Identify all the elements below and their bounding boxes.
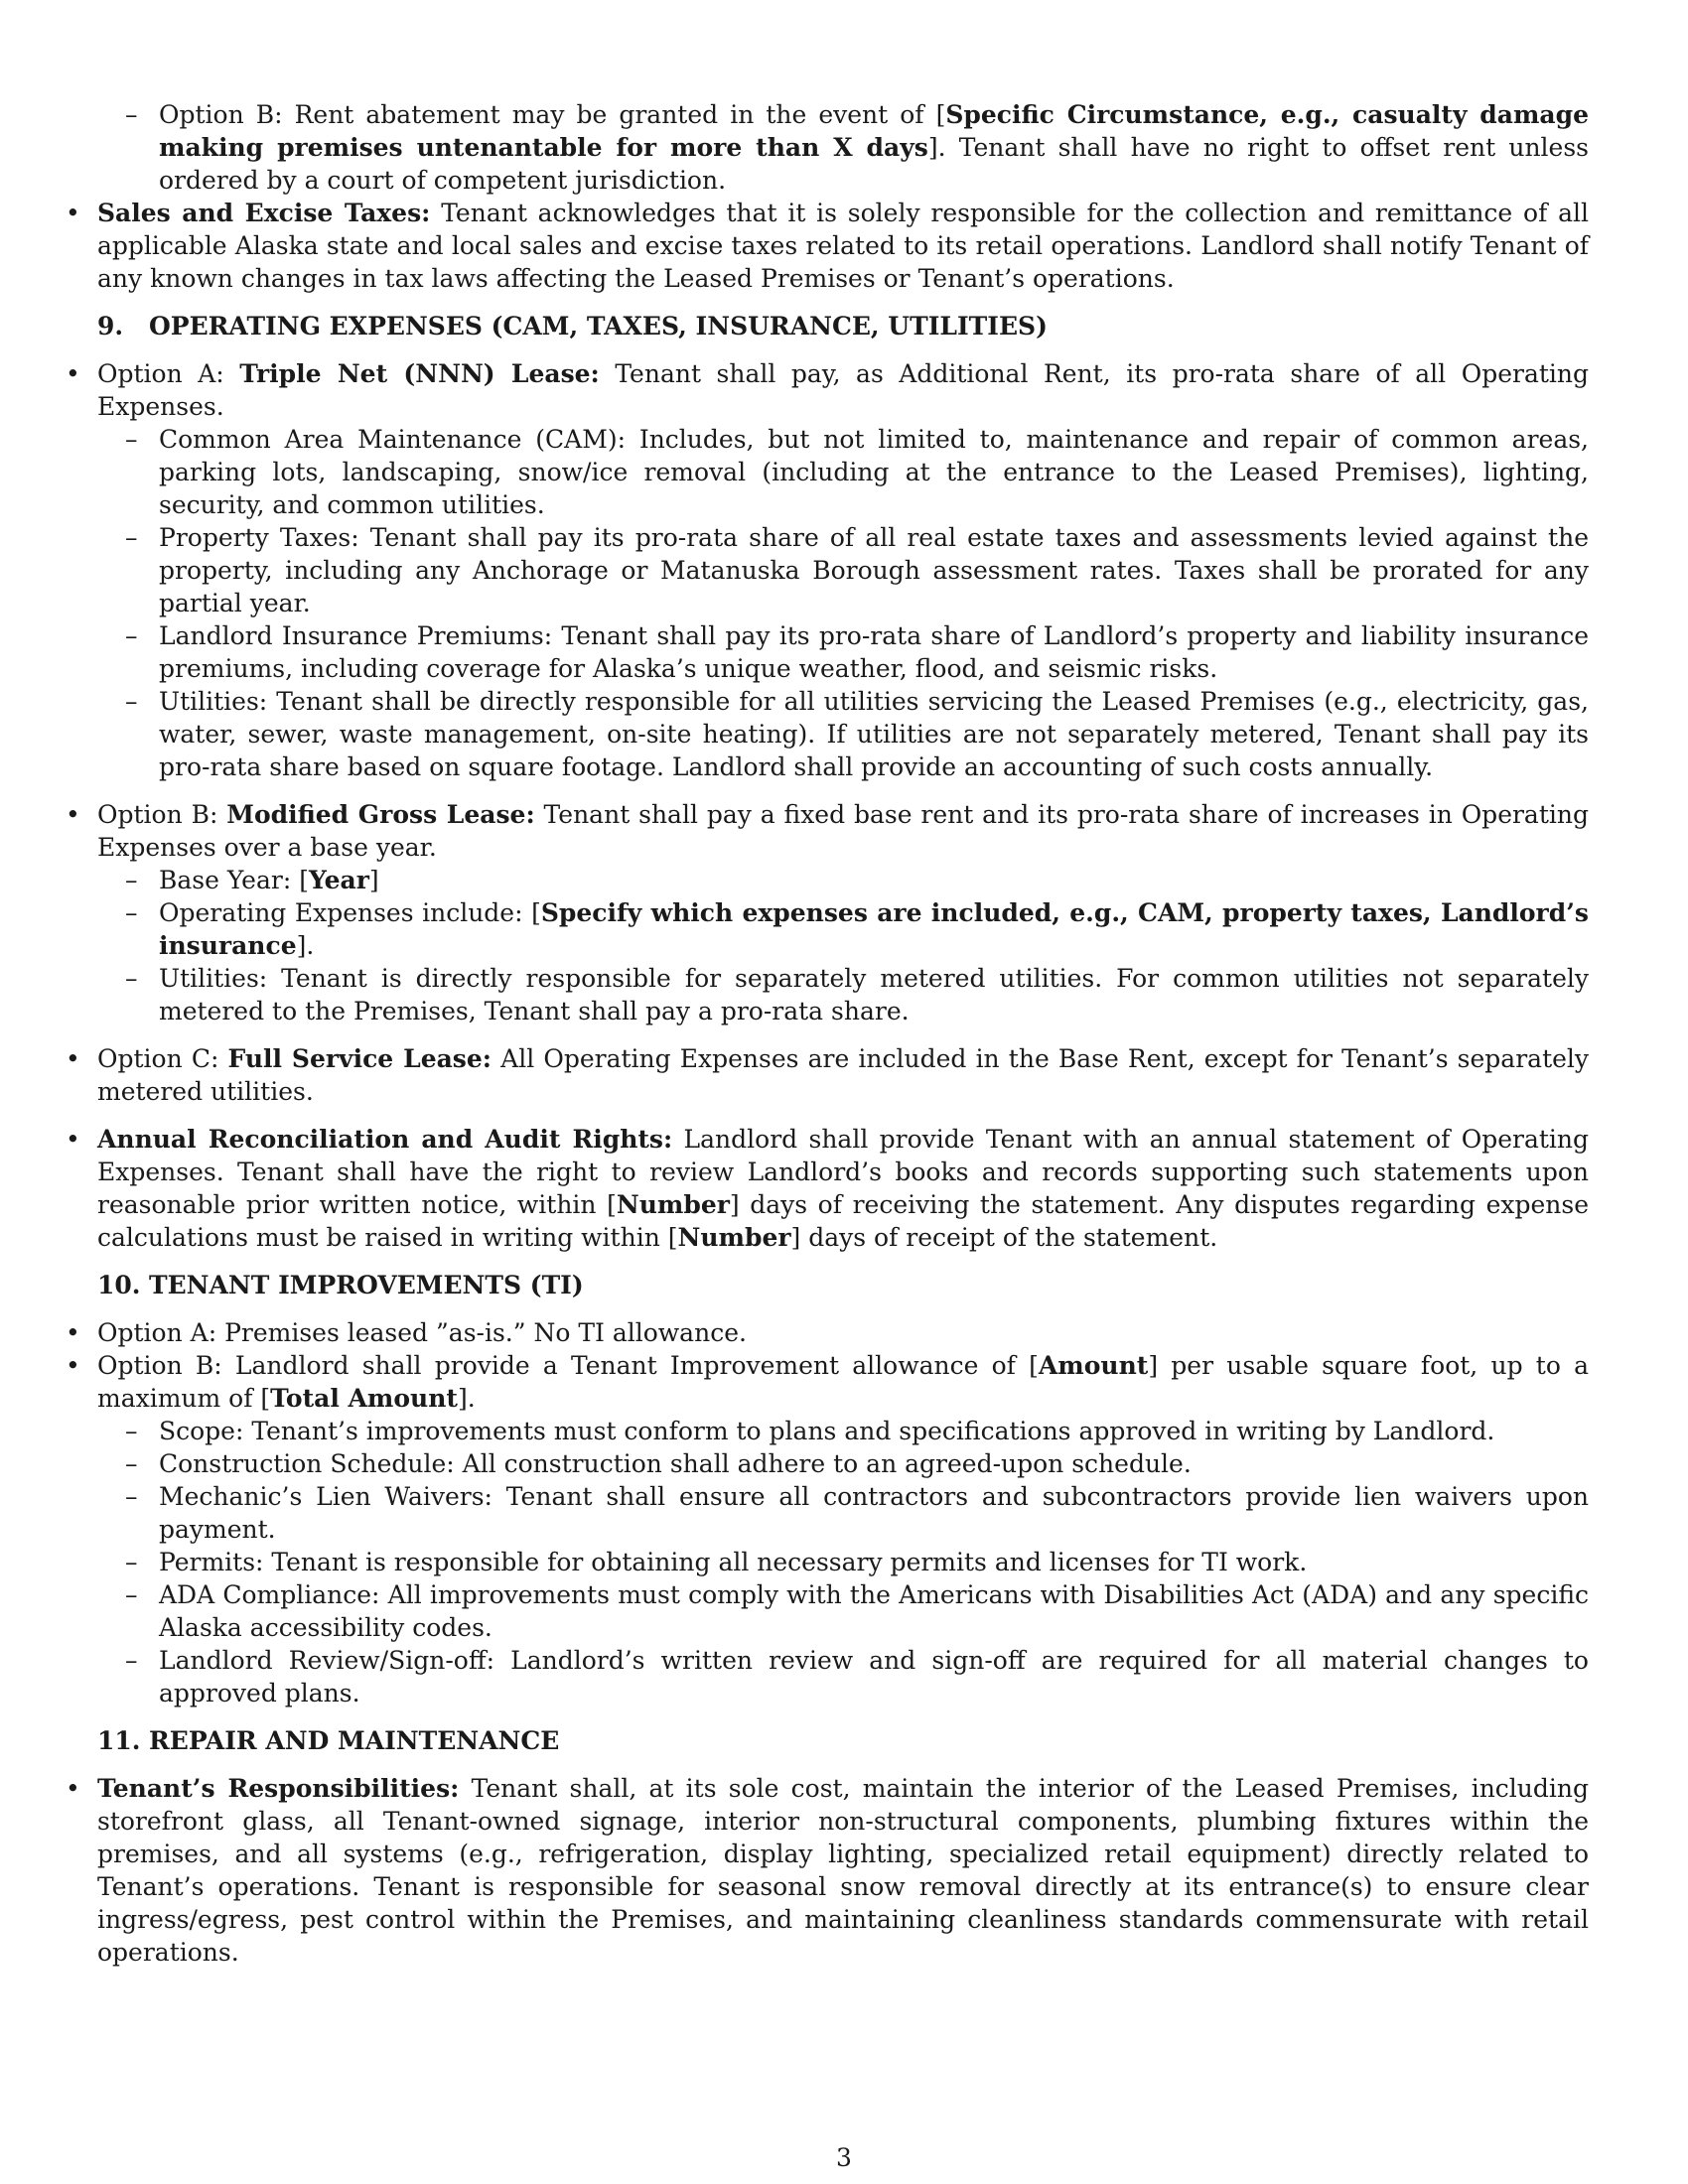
- text: ] days of receiving the statement. Any disputes regarding expense calculations must be raised in writing within [: [97, 1190, 1589, 1252]
- section-11-list: [28, 1772, 1589, 1969]
- item-title: Modified Gross Lease:: [226, 800, 535, 829]
- item-text: Tenant shall pay a fixed base rent and its pro-rata share of increases in Operating Expenses over a base year.: [97, 800, 1589, 862]
- item-text: Tenant shall pay, as Additional Rent, its pro-rata share of all Operating Expenses.: [97, 359, 1589, 421]
- nnn-sublist: [97, 423, 1589, 783]
- text: ]. Tenant shall have no right to offset rent unless ordered by a court of competent jurisdiction.: [159, 133, 1590, 195]
- text: ].: [457, 1384, 476, 1413]
- item-text: Tenant shall, at its sole cost, maintain the interior of the Leased Premises, including storefront glass, all Tenant-owned signage, interior non-structural components, plumbing fixtures within the premises, and all systems (e.g., refrigeration, display lighting, specialized retail equipment) directly related to Tenant’s operations. Tenant is responsible for seasonal snow removal directly at its entrance(s) to ensure clear ingress/egress, pest control within the Premises, and maintaining cleanliness standards commensurate with retail operations.: [97, 1774, 1590, 1967]
- ti-allowance-option: [28, 1349, 1589, 1709]
- text: ] days of receipt of the statement.: [790, 1223, 1218, 1252]
- text: Option B:: [97, 800, 227, 829]
- continuation-list: [28, 197, 1589, 295]
- nnn-lease-option: [28, 357, 1589, 783]
- placeholder-number: Number: [616, 1190, 730, 1219]
- list-item: [97, 896, 1589, 962]
- item-title: Triple Net (NNN) Lease:: [239, 359, 600, 388]
- page-number: 3: [836, 2143, 852, 2172]
- text: Operating Expenses include: [: [159, 898, 541, 927]
- modified-gross-sublist: [97, 864, 1589, 1027]
- text: Landlord shall provide Tenant with an annual statement of Operating Expenses. Tenant shall have the right to review Landlord’s books and records supporting such statements upon reasonable prior written notice, within [: [97, 1125, 1589, 1219]
- placeholder-total-amount: Total Amount: [270, 1384, 458, 1413]
- section-number: 9.: [97, 312, 124, 341]
- list-item: – Property Taxes: Tenant shall pay its pro-rata share of all real estate taxes and assessments levied against the property, including any Anchorage or Matanuska Borough assessment rates. Taxes shall be prorated for any partial year.: [97, 521, 1589, 619]
- list-item: [97, 864, 1589, 896]
- text: ].: [296, 931, 315, 960]
- section-11-heading: [97, 1724, 1589, 1757]
- section-number: 11.: [97, 1726, 141, 1755]
- placeholder-number: Number: [677, 1223, 791, 1252]
- rent-abatement-option-b: [28, 98, 1589, 197]
- section-title: REPAIR AND MAINTENANCE: [149, 1726, 560, 1755]
- tenant-responsibilities-item: [28, 1772, 1589, 1969]
- text: Option A:: [97, 359, 240, 388]
- list-item: – Utilities: Tenant is directly responsible for separately metered utilities. For common utilities not separately metered to the Premises, Tenant shall pay a pro-rata share.: [97, 962, 1589, 1027]
- list-item: – Mechanic’s Lien Waivers: Tenant shall ensure all contractors and subcontractors provide lien waivers upon payment.: [97, 1480, 1589, 1546]
- list-item: – Construction Schedule: All construction shall adhere to an agreed-upon schedule.: [97, 1447, 1589, 1480]
- section-title: TENANT IMPROVEMENTS (TI): [149, 1271, 584, 1299]
- item-title: Annual Reconciliation and Audit Rights:: [97, 1125, 673, 1154]
- placeholder-year: Year: [308, 866, 369, 894]
- placeholder-amount: Amount: [1038, 1351, 1149, 1380]
- list-item: – ADA Compliance: All improvements must comply with the Americans with Disabilities Act (ADA) and any specific Alaska accessibility codes.: [97, 1578, 1589, 1644]
- item-title: Tenant’s Responsibilities:: [97, 1774, 460, 1803]
- ti-sublist: [97, 1415, 1589, 1709]
- modified-gross-option: [28, 798, 1589, 1027]
- section-number: 10.: [97, 1271, 141, 1299]
- section-title: OPERATING EXPENSES (CAM, TAXES, INSURANCE, UTILITIES): [149, 312, 1048, 341]
- list-item: – Scope: Tenant’s improvements must conform to plans and specifications approved in writing by Landlord.: [97, 1415, 1589, 1447]
- as-is-option: • Option A: Premises leased ”as-is.” No TI allowance.: [28, 1316, 1589, 1349]
- item-title: Full Service Lease:: [227, 1044, 492, 1073]
- list-item: – Landlord Insurance Premiums: Tenant shall pay its pro-rata share of Landlord’s property and liability insurance premiums, including coverage for Alaska’s unique weather, flood, and seismic risks.: [97, 619, 1589, 685]
- list-item: – Common Area Maintenance (CAM): Includes, but not limited to, maintenance and repair of common areas, parking lots, landscaping, snow/ice removal (including at the entrance to the Leased Premises), lighting, security, and common utilities.: [97, 423, 1589, 521]
- text: Option B: Rent abatement may be granted in the event of [: [159, 100, 946, 129]
- sales-excise-taxes-item: [28, 197, 1589, 295]
- continuation-sublist: [28, 98, 1589, 197]
- list-item: – Permits: Tenant is responsible for obtaining all necessary permits and licenses for TI work.: [97, 1546, 1589, 1578]
- text: ] per usable square foot, up to a maximum of [: [97, 1351, 1589, 1413]
- text: Option C:: [97, 1044, 228, 1073]
- page-content: [97, 98, 1589, 1969]
- full-service-option: [28, 1042, 1589, 1108]
- list-item: – Landlord Review/Sign-off: Landlord’s written review and sign-off are required for all material changes to approved plans.: [97, 1644, 1589, 1709]
- placeholder-circumstance: Specific Circumstance, e.g., casualty damage making premises untenantable for more than X days: [159, 100, 1590, 162]
- list-item: – Utilities: Tenant shall be directly responsible for all utilities servicing the Leased Premises (e.g., electricity, gas, water, sewer, waste management, on-site heating). If utilities are not separately metered, Tenant shall pay its pro-rata share based on square footage. Landlord shall provide an accounting of such costs annually.: [97, 685, 1589, 783]
- reconciliation-item: [28, 1123, 1589, 1254]
- section-9-heading: [97, 310, 1589, 342]
- text: Option B: Landlord shall provide a Tenant Improvement allowance of [: [97, 1351, 1039, 1380]
- text: Base Year: [: [159, 866, 309, 894]
- item-text: All Operating Expenses are included in the Base Rent, except for Tenant’s separately metered utilities.: [97, 1044, 1590, 1106]
- section-9-list: [28, 357, 1589, 1254]
- section-10-heading: [97, 1269, 1589, 1301]
- placeholder-expenses: Specify which expenses are included, e.g., CAM, property taxes, Landlord’s insurance: [159, 898, 1589, 960]
- section-10-list: [28, 1316, 1589, 1709]
- item-text: Tenant acknowledges that it is solely responsible for the collection and remittance of all applicable Alaska state and local sales and excise taxes related to its retail operations. Landlord shall notify Tenant of any known changes in tax laws affecting the Leased Premises or Tenant’s operations.: [97, 199, 1589, 293]
- item-title: Sales and Excise Taxes:: [97, 199, 431, 227]
- text: ]: [368, 866, 379, 894]
